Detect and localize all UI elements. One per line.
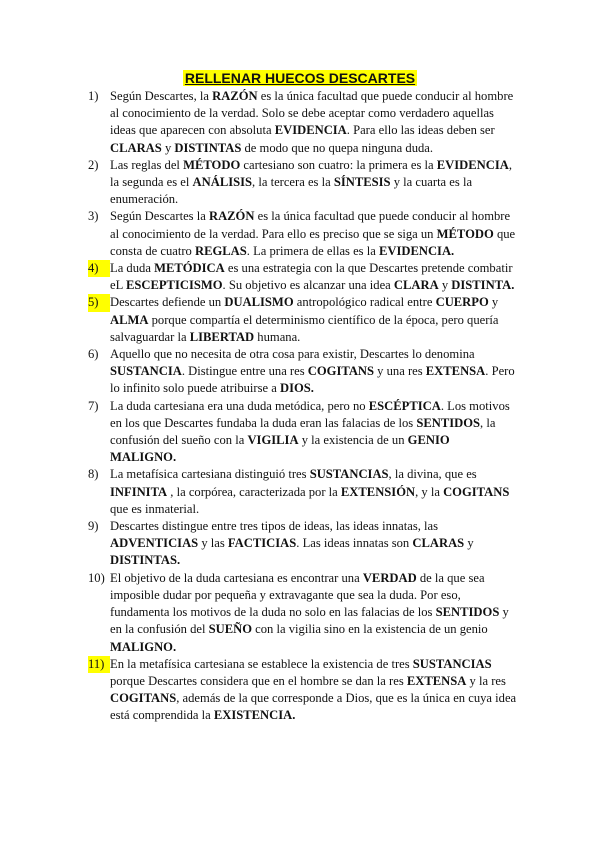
answer-term: FACTICIAS [227, 536, 297, 551]
item-text: . Pero lo infinito solo puede atribuirse a [110, 364, 515, 396]
item-text: y las [198, 536, 228, 551]
list-item [0, 208, 600, 260]
list-item [0, 88, 600, 157]
list-item [0, 157, 600, 209]
answer-term: VERDAD [362, 570, 417, 585]
item-number: 4) [88, 260, 110, 277]
answer-term: SENTIDOS [416, 415, 481, 430]
item-text: , además de la que corresponde a Dios, que es la única en cuya idea está comprendida la [110, 691, 517, 723]
item-text: Aquello que no necesita de otra cosa para existir, Descartes lo denomina [110, 347, 475, 362]
item-text: , la segunda es el [110, 157, 513, 190]
item-text: Según Descartes, la [110, 89, 213, 103]
answer-term: CLARAS [110, 140, 162, 155]
item-text: es una estrategia con la que Descartes pretende combatir eL [110, 261, 513, 293]
answer-term: CLARAS [412, 536, 465, 551]
answer-term: DISTINTAS [174, 140, 242, 155]
answer-term: MALIGNO. [110, 639, 177, 654]
item-text: porque compartía el determinismo científico de la época, pero quería salvaguardar la [110, 312, 499, 344]
answer-term: ESCEPTICISMO [125, 278, 223, 293]
item-text: , la divina, que es [388, 467, 477, 482]
item-text: y la cuarta es la enumeración. [110, 175, 473, 207]
list-item [0, 260, 600, 294]
item-text: Descartes defiende un [110, 295, 225, 310]
item-number: 8) [88, 467, 99, 482]
answer-term: RAZÓN [212, 89, 258, 103]
answer-term: CUERPO [435, 295, 489, 310]
list-item [0, 570, 600, 656]
item-text: Las reglas del [110, 157, 184, 172]
item-number: 2) [88, 157, 99, 172]
item-text: con la vigilia sino en la existencia de un genio [252, 622, 488, 637]
item-text: porque Descartes considera que en el hombre se dan la res [110, 673, 407, 688]
fill-in-list [0, 88, 600, 725]
item-number: 5) [88, 294, 110, 311]
list-item [0, 518, 600, 570]
answer-term: ADVENTICIAS [110, 536, 199, 551]
answer-term: SUSTANCIA [110, 364, 182, 379]
answer-term: METÓDICA [154, 261, 225, 276]
answer-term: ESCÉPTICA [368, 398, 441, 413]
title-text: RELLENAR HUECOS DESCARTES [184, 70, 416, 86]
answer-term: COGITANS [110, 691, 177, 706]
list-item [0, 656, 600, 725]
item-text: En la metafísica cartesiana se establece la existencia de tres [110, 656, 413, 671]
item-text: y en la confusión del [110, 605, 509, 637]
item-text: y la res [466, 673, 506, 688]
item-text: La duda [110, 261, 155, 276]
item-text: humana. [254, 329, 301, 344]
item-text: y [161, 140, 175, 155]
item-text: Descartes distingue entre tres tipos de ideas, las ideas innatas, las [110, 519, 439, 534]
item-text: de la que sea imposible dudar por pequeña y extravagante que sea la duda. Por eso, fundamenta los motivos de la duda no solo en las falacias de los [110, 570, 485, 620]
answer-term: EVIDENCIA [436, 157, 509, 172]
answer-term: INFINITA [110, 484, 168, 499]
answer-term: DUALISMO [224, 295, 294, 310]
list-item [0, 294, 600, 346]
item-text: de modo que no quepa ninguna duda. [241, 140, 434, 155]
answer-term: VIGILIA [247, 433, 299, 448]
answer-term: SUSTANCIAS [309, 467, 389, 482]
item-text: y [464, 536, 474, 551]
item-text: antropológico radical entre [293, 295, 436, 310]
answer-term: GENIO MALIGNO. [110, 433, 450, 465]
item-text: que es inmaterial. [110, 501, 200, 516]
answer-term: SENTIDOS [435, 605, 500, 620]
list-item [0, 466, 600, 518]
item-text: Según Descartes la [110, 209, 209, 224]
answer-term: LIBERTAD [189, 329, 255, 344]
list-item [0, 346, 600, 398]
item-text: . Los motivos en los que Descartes fundaba la duda eran las falacias de los [110, 398, 510, 430]
answer-term: ANÁLISIS [192, 175, 253, 190]
answer-term: ALMA [110, 312, 149, 327]
item-text: . Distingue entre una res [181, 364, 308, 379]
item-text: . Para ello las ideas deben ser [346, 123, 495, 138]
item-text: cartesiano son cuatro: la primera es la [240, 157, 437, 172]
answer-term: MÉTODO [183, 157, 241, 172]
item-number: 7) [88, 398, 99, 413]
answer-term: EXISTENCIA. [213, 708, 296, 723]
item-text: La metafísica cartesiana distinguió tres [110, 467, 310, 482]
answer-term: EXTENSA [406, 673, 467, 688]
item-number: 6) [88, 347, 99, 362]
list-item [0, 398, 600, 467]
item-text: El objetivo de la duda cartesiana es encontrar una [110, 570, 363, 585]
item-number: 9) [88, 519, 99, 534]
answer-term: SÍNTESIS [333, 175, 391, 190]
answer-term: SUSTANCIAS [412, 656, 492, 671]
item-text: , y la [415, 484, 444, 499]
answer-term: COGITANS [307, 364, 375, 379]
answer-term: EXTENSA [425, 364, 486, 379]
item-text: que consta de cuatro [110, 226, 516, 258]
item-text: . Su objetivo es alcanzar una idea [222, 278, 394, 293]
item-text: y una res [374, 364, 426, 379]
answer-term: EVIDENCIA. [378, 243, 455, 258]
answer-term: RAZÓN [208, 209, 255, 224]
item-text: , la tercera es la [252, 175, 334, 190]
item-number: 1) [88, 89, 99, 103]
answer-term: COGITANS [443, 484, 510, 499]
page-title [0, 70, 600, 86]
answer-term: SUEÑO [208, 622, 253, 637]
answer-term: DIOS. [279, 381, 314, 396]
answer-term: CLARA [393, 278, 439, 293]
answer-term: MÉTODO [436, 226, 494, 241]
item-number: 10) [88, 570, 105, 585]
item-number: 11) [88, 656, 110, 673]
answer-term: DISTINTA. [451, 278, 515, 293]
item-text: es la única facultad que puede conducir al hombre al conocimiento de la verdad. Solo se debe aceptar como verdadero aquellas ideas que aparecen con absoluta [110, 89, 514, 138]
item-text: . La primera de ellas es la [246, 243, 379, 258]
item-text: y [438, 278, 452, 293]
item-text: es la única facultad que puede conducir al hombre al conocimiento de la verdad. Para ello es preciso que se siga un [110, 209, 511, 241]
item-number: 3) [88, 209, 99, 224]
item-text: . Las ideas innatas son [296, 536, 413, 551]
item-text: y la existencia de un [298, 433, 408, 448]
item-text: La duda cartesiana era una duda metódica, pero no [110, 398, 369, 413]
item-text: , la confusión del sueño con la [110, 415, 496, 448]
answer-term: REGLAS [194, 243, 247, 258]
answer-term: EVIDENCIA [274, 123, 347, 138]
item-text: , la corpórea, caracterizada por la [167, 484, 341, 499]
answer-term: EXTENSIÓN [340, 484, 416, 499]
item-text: y [488, 295, 499, 310]
answer-term: DISTINTAS. [110, 553, 181, 568]
